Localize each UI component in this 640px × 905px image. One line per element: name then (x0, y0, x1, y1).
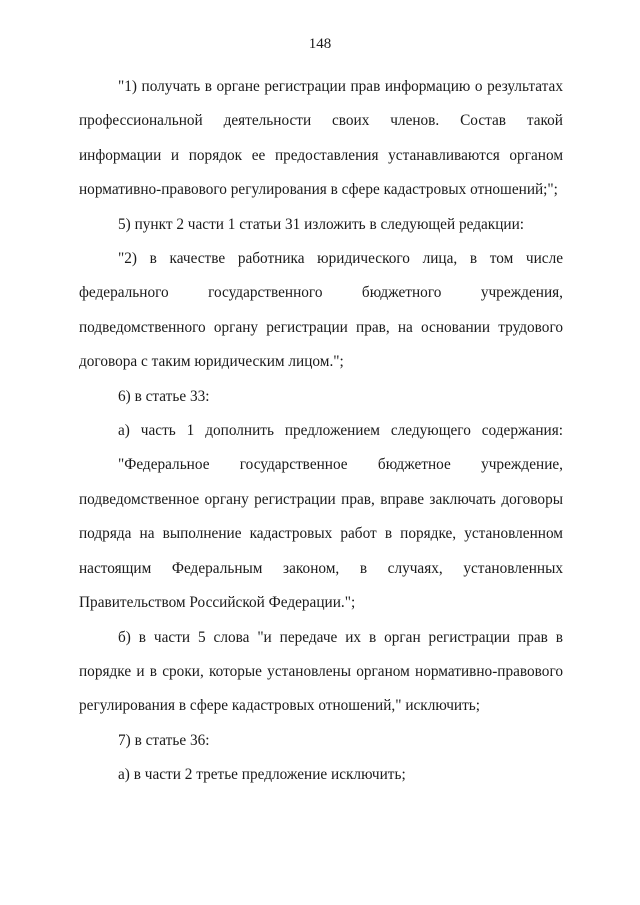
paragraph-subpoint-b-part-5: б) в части 5 слова "и передаче их в орган регистрации прав в порядке и в сроки, которые установлены органом нормативно-правового регулирования в сфере кадастровых отношений," исключить; (79, 628, 563, 715)
paragraph-item-1-info: "1) получать в органе регистрации прав информацию о результатах профессиональной деятельности своих членов. Состав такой информации и порядок ее предоставления устанавливаются органом нормативно-правового регулирования в сфере кадастровых отношений;"; (79, 78, 563, 199)
page-number: 148 (308, 36, 332, 52)
paragraph-subpoint-a-part-1: а) часть 1 дополнить предложением следующего содержания: (118, 422, 563, 440)
paragraph-item-2-employee: "2) в качестве работника юридического лица, в том числе федерального государственного бюджетного учреждения, подведомственного органу регистрации прав, на основании трудового договора с таким юридическим лицом."; (79, 250, 563, 371)
paragraph-subpoint-a-part-2: а) в части 2 третье предложение исключить; (118, 766, 406, 784)
paragraph-point-6: 6) в статье 33: (118, 387, 210, 405)
paragraph-point-5: 5) пункт 2 части 1 статьи 31 изложить в следующей редакции: (118, 215, 525, 233)
paragraph-point-7: 7) в статье 36: (118, 731, 210, 749)
paragraph-quoted-insert: "Федеральное государственное бюджетное учреждение, подведомственное органу регистрации прав, вправе заключать договоры подряда на выполнение кадастровых работ в порядке, установленном настоящим Федеральным законом, в случаях, установленных Правительством Российской Федерации."; (79, 456, 563, 612)
document-body (79, 70, 563, 793)
